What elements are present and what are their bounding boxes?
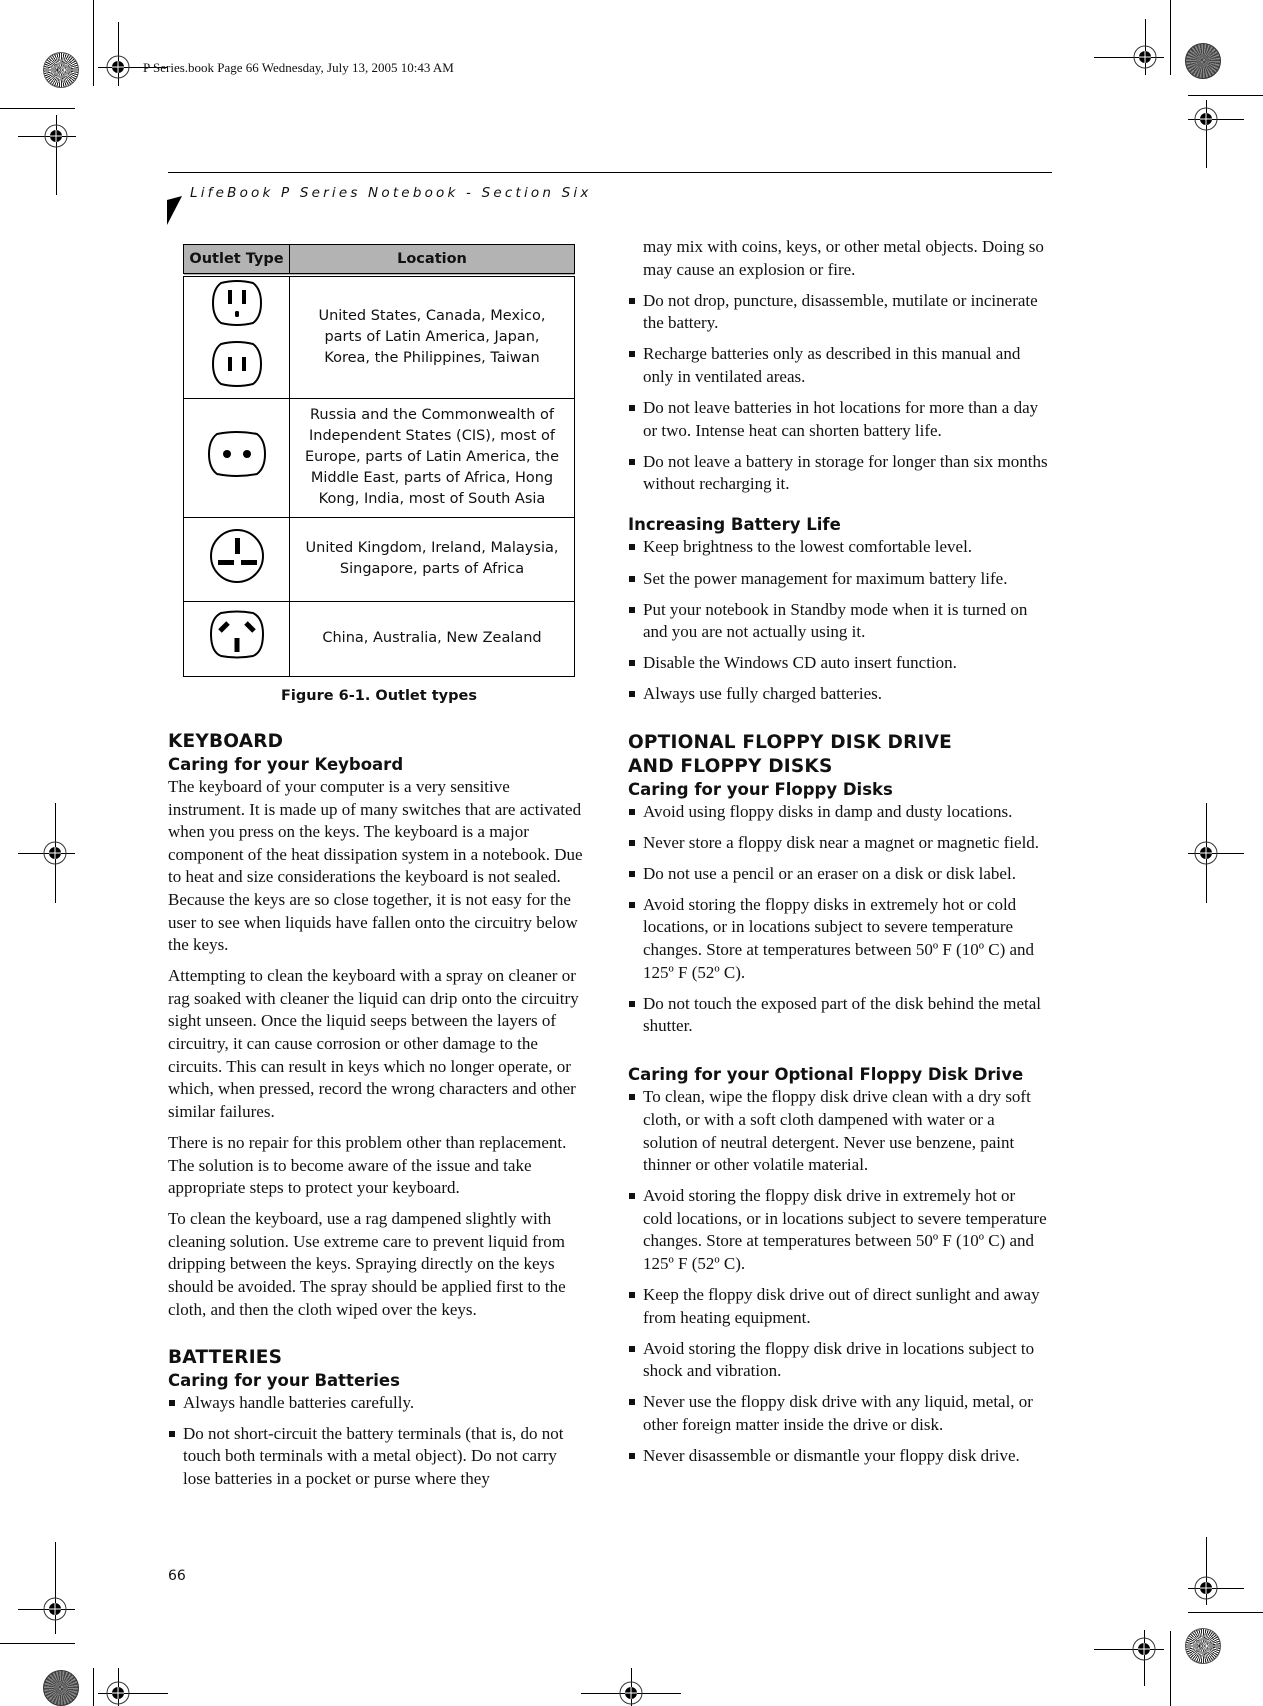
floppy-drive-list — [628, 1086, 1048, 1467]
australian-outlet-icon — [209, 610, 265, 660]
section-heading-floppy-line1: OPTIONAL FLOPPY DISK DRIVE — [628, 731, 952, 753]
list-item: Put your notebook in Standby mode when it is turned on and you are not actually using it. — [628, 599, 1048, 644]
registration-target-icon — [42, 840, 68, 866]
location-cell: Russia and the Commonwealth of Independent States (CIS), most of Europe, parts of Latin America, the Middle East, parts of Africa, Hong Kong, India, most of South Asia — [290, 398, 575, 517]
running-header-rule — [168, 172, 1052, 173]
battery-care-list-continued — [628, 290, 1048, 496]
crop-mark — [93, 0, 94, 86]
spacer — [628, 715, 1048, 731]
crop-mark — [0, 1643, 75, 1644]
spacer — [168, 1330, 588, 1346]
subheading-increasing-battery-life: Increasing Battery Life — [628, 515, 841, 535]
list-item: Avoid storing the floppy disk drive in extremely hot or cold locations, or in locations subject to severe temperature changes. Store at temperatures between 50º F (10º C) and 125º F (52º C). — [628, 1185, 1048, 1275]
location-cell: United Kingdom, Ireland, Malaysia, Singapore, parts of Africa — [290, 517, 575, 601]
list-item: Disable the Windows CD auto insert function. — [628, 652, 1048, 675]
subheading-caring-floppy-drive: Caring for your Optional Floppy Disk Drive — [628, 1065, 1024, 1085]
left-column — [168, 730, 588, 1499]
list-item: Keep the floppy disk drive out of direct sunlight and away from heating equipment. — [628, 1284, 1048, 1329]
list-item: Keep brightness to the lowest comfortable level. — [628, 536, 1048, 559]
subheading-caring-batteries: Caring for your Batteries — [168, 1370, 400, 1390]
section-heading-batteries: BATTERIES — [168, 1346, 283, 1368]
outlet-types-table — [183, 244, 575, 677]
registration-target-icon — [43, 123, 69, 149]
paragraph: The keyboard of your computer is a very sensitive instrument. It is made up of many switches that are activated when you press on the keys. The keyboard is a major component of the heat dissipation system in a notebook. Due to heat and size considerations the keyboard is not sealed. Because the keys are so close together, it is not easy for the user to see when liquids have fallen onto the circuitry below the keys. — [168, 777, 583, 955]
registration-target-icon — [618, 1680, 644, 1706]
list-item: Do not use a pencil or an eraser on a disk or disk label. — [628, 863, 1048, 886]
list-item: Avoid using floppy disks in damp and dusty locations. — [628, 801, 1048, 824]
registration-target-icon — [105, 1680, 131, 1706]
crop-mark — [1170, 1631, 1171, 1706]
list-item: Do not touch the exposed part of the disk behind the metal shutter. — [628, 993, 1048, 1038]
registration-starburst-icon — [1185, 43, 1221, 79]
page-number: 66 — [168, 1568, 186, 1584]
table-row — [184, 398, 575, 517]
list-item: Never store a floppy disk near a magnet or magnetic field. — [628, 832, 1048, 855]
uk-outlet-icon — [209, 528, 265, 584]
registration-starburst-icon — [43, 1670, 79, 1706]
running-header: LifeBook P Series Notebook - Section Six — [190, 185, 592, 201]
registration-target-icon — [1193, 106, 1219, 132]
list-item-continuation: may mix with coins, keys, or other metal objects. Doing so may cause an explosion or fire. — [643, 237, 1044, 279]
paragraph: To clean the keyboard, use a rag dampened slightly with cleaning solution. Use extreme care to prevent liquid from dripping between the keys. Spraying directly on the keys should be avoided. The spray should be applied first to the cloth, and then the cloth wiped over the keys. — [168, 1209, 566, 1319]
crop-mark — [1188, 95, 1263, 96]
spacer — [628, 1046, 1048, 1064]
round-pin-outlet-icon — [207, 430, 267, 478]
paragraph: Attempting to clean the keyboard with a spray on cleaner or rag soaked with cleaner the liquid can drip onto the circuitry sight unseen. Once the liquid seeps between the layers of circuitry, it can cause corrosion or other damage to the circuits. This can result in keys which no longer operate, or which, when pressed, record the wrong characters and other similar failures. — [168, 966, 579, 1121]
table-row — [184, 517, 575, 601]
table-header-row — [184, 245, 575, 276]
list-item: Recharge batteries only as described in this manual and only in ventilated areas. — [628, 343, 1048, 388]
registration-starburst-icon — [1185, 1628, 1221, 1664]
list-item: Set the power management for maximum battery life. — [628, 568, 1048, 591]
registration-target-icon — [1193, 1575, 1219, 1601]
outlet-icon-cell — [184, 517, 290, 601]
table-row — [184, 275, 575, 398]
section-heading-keyboard: KEYBOARD — [168, 731, 284, 752]
us-two-prong-outlet-icon — [211, 340, 263, 388]
column-header-location: Location — [290, 245, 575, 276]
print-slug: P Series.book Page 66 Wednesday, July 13, 2005 10:43 AM — [143, 60, 454, 75]
location-cell: China, Australia, New Zealand — [290, 601, 575, 676]
crop-mark — [0, 108, 75, 109]
registration-target-icon — [1132, 44, 1158, 70]
list-item: Do not drop, puncture, disassemble, mutilate or incinerate the battery. — [628, 290, 1048, 335]
spacer — [628, 504, 1048, 514]
us-three-prong-outlet-icon — [211, 279, 263, 327]
list-item: To clean, wipe the floppy disk drive clean with a dry soft cloth, or with a soft cloth dampened with water or a solution of neutral detergent. Never use benzene, paint thinner or other volatile material. — [628, 1086, 1048, 1176]
floppy-disks-list — [628, 801, 1048, 1038]
list-item: Do not leave a battery in storage for longer than six months without recharging it. — [628, 451, 1048, 496]
list-item: Never use the floppy disk drive with any liquid, metal, or other foreign matter inside the drive or disk. — [628, 1391, 1048, 1436]
crop-mark — [1188, 1612, 1263, 1613]
list-item: Always use fully charged batteries. — [628, 683, 1048, 706]
battery-care-list — [168, 1392, 588, 1491]
registration-target-icon — [42, 1596, 68, 1622]
column-header-outlet-type: Outlet Type — [184, 245, 290, 276]
location-cell: United States, Canada, Mexico, parts of Latin America, Japan, Korea, the Philippines, Taiwan — [290, 275, 575, 398]
section-heading-floppy-line2: AND FLOPPY DISKS — [628, 755, 833, 777]
outlet-icon-cell — [184, 398, 290, 517]
outlet-icon-cell — [184, 601, 290, 676]
list-item: Do not short-circuit the battery terminals (that is, do not touch both terminals with a metal object). Do not carry lose batteries in a pocket or purse where they — [168, 1423, 588, 1491]
subheading-caring-keyboard: Caring for your Keyboard — [168, 755, 404, 774]
right-column — [628, 236, 1048, 1476]
registration-target-icon — [1131, 1636, 1157, 1662]
table-row — [184, 601, 575, 676]
registration-starburst-icon — [43, 52, 79, 88]
list-item: Never disassemble or dismantle your floppy disk drive. — [628, 1445, 1048, 1468]
list-item: Always handle batteries carefully. — [168, 1392, 588, 1415]
section-heading-floppy — [628, 731, 1048, 779]
outlet-icon-cell — [184, 275, 290, 398]
list-item: Avoid storing the floppy disks in extremely hot or cold locations, or in locations subject to severe temperature changes. Store at temperatures between 50º F (10º C) and 125º F (52º C). — [628, 894, 1048, 984]
crop-mark — [93, 1668, 94, 1706]
registration-target-icon — [105, 54, 131, 80]
crop-mark — [1170, 0, 1171, 75]
battery-life-list — [628, 536, 1048, 706]
list-item: Avoid storing the floppy disk drive in locations subject to shock and vibration. — [628, 1338, 1048, 1383]
paragraph: There is no repair for this problem other than replacement. The solution is to become aware of the issue and take appropriate steps to protect your keyboard. — [168, 1132, 567, 1198]
running-header-tab-icon — [167, 196, 183, 226]
registration-target-icon — [1193, 840, 1219, 866]
list-item: Do not leave batteries in hot locations for more than a day or two. Intense heat can shorten battery life. — [628, 397, 1048, 442]
figure-caption: Figure 6-1. Outlet types — [281, 688, 477, 704]
subheading-caring-floppy-disks: Caring for your Floppy Disks — [628, 779, 893, 799]
